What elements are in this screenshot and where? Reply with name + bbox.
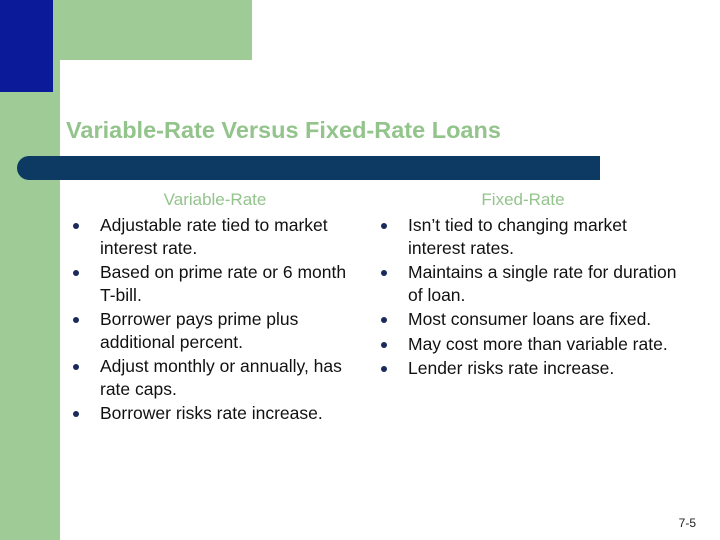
slide-title: Variable-Rate Versus Fixed-Rate Loans <box>66 117 501 143</box>
fixed-rate-column <box>380 188 680 382</box>
bullet-icon <box>73 411 79 417</box>
list-item-text: Maintains a single rate for duration of loan. <box>408 262 677 305</box>
variable-rate-heading: Variable-Rate <box>163 190 267 209</box>
bullet-icon <box>73 270 79 276</box>
page-number: 7-5 <box>678 516 696 530</box>
list-item <box>72 402 362 425</box>
fixed-rate-list <box>380 214 680 380</box>
bullet-icon <box>381 342 387 348</box>
list-item <box>72 355 362 400</box>
list-item-text: Based on prime rate or 6 month T-bill. <box>100 262 347 305</box>
fixed-rate-heading: Fixed-Rate <box>481 190 565 209</box>
list-item-text: Adjustable rate tied to market interest rate. <box>100 215 328 258</box>
list-item-text: Adjust monthly or annually, has rate caps. <box>100 356 342 399</box>
list-item-text: Borrower pays prime plus additional percent. <box>100 309 299 352</box>
list-item <box>72 214 362 259</box>
bullet-icon <box>73 364 79 370</box>
list-item-text: Borrower risks rate increase. <box>100 403 323 423</box>
list-item <box>72 308 362 353</box>
list-item <box>380 308 680 331</box>
bullet-icon <box>381 317 387 323</box>
variable-rate-column <box>72 188 362 427</box>
list-item-text: Most consumer loans are fixed. <box>408 309 652 329</box>
list-item <box>380 261 680 306</box>
bullet-icon <box>381 270 387 276</box>
bullet-icon <box>381 366 387 372</box>
decorative-navy-square <box>0 0 53 92</box>
title-underline-bar <box>17 156 600 180</box>
bullet-icon <box>73 317 79 323</box>
list-item <box>72 261 362 306</box>
list-item <box>380 333 680 356</box>
list-item <box>380 357 680 380</box>
bullet-icon <box>381 223 387 229</box>
list-item-text: May cost more than variable rate. <box>408 333 668 354</box>
bullet-icon <box>73 223 79 229</box>
list-item-text: Lender risks rate increase. <box>408 358 615 378</box>
variable-rate-list <box>72 214 362 425</box>
list-item <box>380 214 680 259</box>
list-item-text: Isn’t tied to changing market interest rates. <box>408 215 627 258</box>
